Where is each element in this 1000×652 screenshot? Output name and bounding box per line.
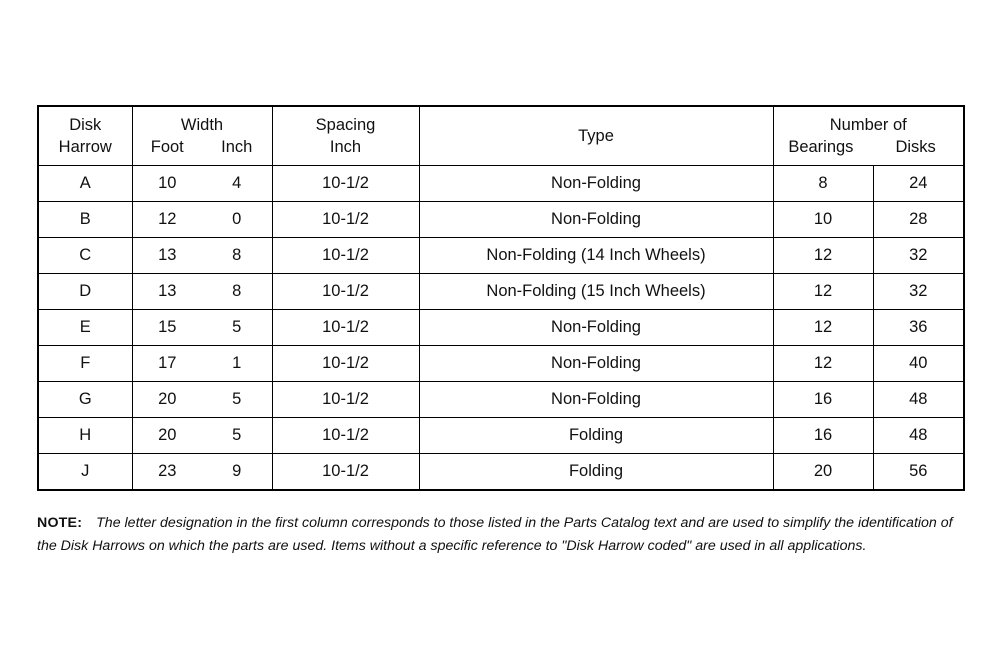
cell-width-foot: 15 — [158, 318, 177, 336]
cell-type: Folding — [419, 454, 773, 491]
cell-spacing: 10-1/2 — [272, 274, 419, 310]
column-header-disk-harrow-line2: Harrow — [58, 138, 112, 156]
column-header-disk-harrow-line1: Disk — [69, 115, 102, 134]
table-row — [38, 310, 964, 346]
cell-disk-harrow: D — [38, 274, 132, 310]
cell-spacing: 10-1/2 — [272, 202, 419, 238]
cell-width-inch: 5 — [232, 390, 242, 408]
column-header-type — [419, 106, 773, 166]
cell-width — [132, 382, 272, 418]
cell-width — [132, 454, 272, 491]
cell-spacing: 10-1/2 — [272, 382, 419, 418]
cell-width-inch: 5 — [232, 318, 242, 336]
cell-width-inch: 8 — [232, 282, 242, 300]
cell-disk-harrow: H — [38, 418, 132, 454]
table-row — [38, 454, 964, 491]
cell-width-foot: 20 — [158, 426, 177, 444]
note-label: NOTE: — [37, 515, 83, 531]
cell-spacing: 10-1/2 — [272, 346, 419, 382]
cell-width — [132, 274, 272, 310]
cell-disk-harrow: F — [38, 346, 132, 382]
cell-disks: 40 — [873, 346, 964, 382]
cell-width-inch: 4 — [232, 174, 242, 192]
column-header-width-inch: Inch — [221, 138, 253, 156]
cell-disks: 24 — [873, 166, 964, 202]
cell-bearings: 8 — [773, 166, 873, 202]
cell-spacing: 10-1/2 — [272, 166, 419, 202]
cell-width-inch: 5 — [232, 426, 242, 444]
cell-width — [132, 202, 272, 238]
cell-bearings: 10 — [773, 202, 873, 238]
cell-disks: 36 — [873, 310, 964, 346]
column-header-width — [132, 106, 272, 166]
cell-spacing: 10-1/2 — [272, 310, 419, 346]
table-row — [38, 166, 964, 202]
table-header-row — [38, 106, 964, 166]
cell-width-foot: 13 — [158, 246, 177, 264]
cell-width-foot: 17 — [158, 354, 177, 372]
table-header — [38, 106, 964, 166]
cell-disk-harrow: A — [38, 166, 132, 202]
cell-disk-harrow: B — [38, 202, 132, 238]
column-header-width-group: Width — [180, 115, 224, 134]
cell-spacing: 10-1/2 — [272, 454, 419, 491]
cell-bearings: 16 — [773, 418, 873, 454]
cell-spacing: 10-1/2 — [272, 418, 419, 454]
cell-bearings: 12 — [773, 310, 873, 346]
cell-type: Non-Folding — [419, 346, 773, 382]
table-row — [38, 346, 964, 382]
column-header-disks: Disks — [895, 138, 936, 156]
column-header-spacing — [272, 106, 419, 166]
cell-bearings: 12 — [773, 238, 873, 274]
cell-width-foot: 13 — [158, 282, 177, 300]
cell-disk-harrow: C — [38, 238, 132, 274]
table-row — [38, 382, 964, 418]
cell-disk-harrow: G — [38, 382, 132, 418]
column-header-bearings: Bearings — [788, 138, 854, 156]
table-row — [38, 418, 964, 454]
cell-spacing: 10-1/2 — [272, 238, 419, 274]
cell-disk-harrow: E — [38, 310, 132, 346]
cell-type: Non-Folding — [419, 166, 773, 202]
cell-type: Non-Folding — [419, 202, 773, 238]
cell-width-inch: 1 — [232, 354, 242, 372]
cell-type: Non-Folding (14 Inch Wheels) — [419, 238, 773, 274]
cell-width — [132, 166, 272, 202]
column-header-disk-harrow — [38, 106, 132, 166]
table-row — [38, 274, 964, 310]
cell-width-foot: 10 — [158, 174, 177, 192]
cell-width-inch: 0 — [232, 210, 242, 228]
cell-width — [132, 310, 272, 346]
cell-width-foot: 20 — [158, 390, 177, 408]
cell-disks: 32 — [873, 238, 964, 274]
cell-bearings: 16 — [773, 382, 873, 418]
cell-disks: 32 — [873, 274, 964, 310]
cell-type: Non-Folding — [419, 310, 773, 346]
note-text: The letter designation in the first column corresponds to those listed in the Parts Catalog text and are used to simplify the identification of the Disk Harrows on which the parts are used. Items without a specific reference to "Disk Harrow coded" are used in all applications. — [37, 515, 953, 554]
cell-width-inch: 8 — [232, 246, 242, 264]
cell-disk-harrow: J — [38, 454, 132, 491]
column-header-spacing-line1: Spacing — [315, 115, 376, 134]
table-row — [38, 202, 964, 238]
cell-bearings: 20 — [773, 454, 873, 491]
spec-table-container — [37, 105, 963, 491]
note-block — [37, 512, 963, 558]
cell-disks: 28 — [873, 202, 964, 238]
cell-disks: 48 — [873, 418, 964, 454]
cell-type: Folding — [419, 418, 773, 454]
table-body — [38, 166, 964, 491]
cell-width-inch: 9 — [232, 462, 242, 480]
column-header-type-line1: Type — [578, 126, 614, 145]
column-header-number-group: Number of — [829, 115, 907, 134]
cell-bearings: 12 — [773, 346, 873, 382]
column-header-number-of — [773, 106, 964, 166]
cell-type: Non-Folding — [419, 382, 773, 418]
cell-disks: 48 — [873, 382, 964, 418]
cell-bearings: 12 — [773, 274, 873, 310]
column-header-spacing-line2: Inch — [329, 138, 362, 156]
cell-width-foot: 12 — [158, 210, 177, 228]
cell-width — [132, 418, 272, 454]
disk-harrow-spec-table — [37, 105, 965, 491]
cell-disks: 56 — [873, 454, 964, 491]
cell-width — [132, 238, 272, 274]
cell-type: Non-Folding (15 Inch Wheels) — [419, 274, 773, 310]
cell-width — [132, 346, 272, 382]
table-row — [38, 238, 964, 274]
cell-width-foot: 23 — [158, 462, 177, 480]
column-header-width-foot: Foot — [150, 138, 184, 156]
